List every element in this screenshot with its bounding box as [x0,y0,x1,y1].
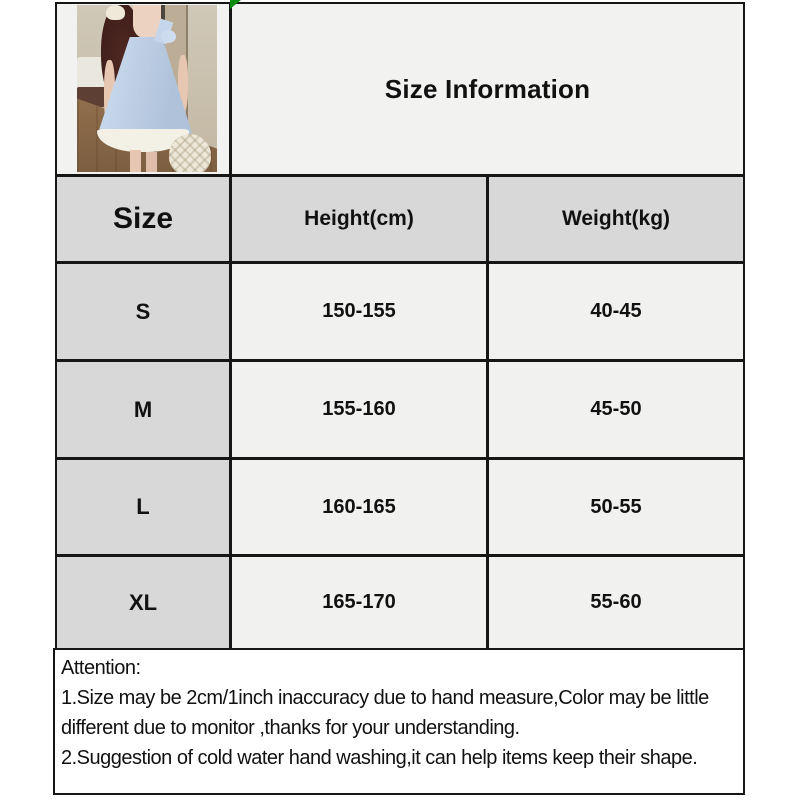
row-xl-weight-cell: 55-60 [489,557,743,648]
row-m-height-cell: 155-160 [232,362,486,457]
row-l-size-cell: L [57,460,229,554]
attention-line-2: different due to monitor ,thanks for your understanding. [61,717,520,739]
row-l-height-cell: 160-165 [232,460,486,554]
column-header-weight: Weight(kg) [489,177,743,261]
row-s-weight-cell: 40-45 [489,264,743,359]
size-table [55,2,745,650]
product-photo [77,5,217,172]
product-photo-cell [57,4,229,174]
row-m-size-cell: M [57,362,229,457]
column-header-size: Size [57,177,229,261]
green-corner-marker-icon [230,0,241,9]
photo-hair-bow [106,5,124,20]
attention-heading: Attention: [61,657,141,679]
photo-model-leg [146,152,157,172]
column-header-height: Height(cm) [232,177,486,261]
size-information-title [232,4,743,174]
attention-line-3: 2.Suggestion of cold water hand washing,it can help items keep their shape. [61,747,698,769]
size-information-title-text: Size Information [384,73,591,104]
row-l-weight-cell: 50-55 [489,460,743,554]
row-xl-size-cell: XL [57,557,229,648]
row-xl-height-cell: 165-170 [232,557,486,648]
attention-line-1: 1.Size may be 2cm/1inch inaccuracy due to hand measure,Color may be little [61,687,709,709]
attention-note-box [53,648,745,795]
row-m-weight-cell: 45-50 [489,362,743,457]
row-s-size-cell: S [57,264,229,359]
row-s-height-cell: 150-155 [232,264,486,359]
photo-model-leg [130,150,141,172]
